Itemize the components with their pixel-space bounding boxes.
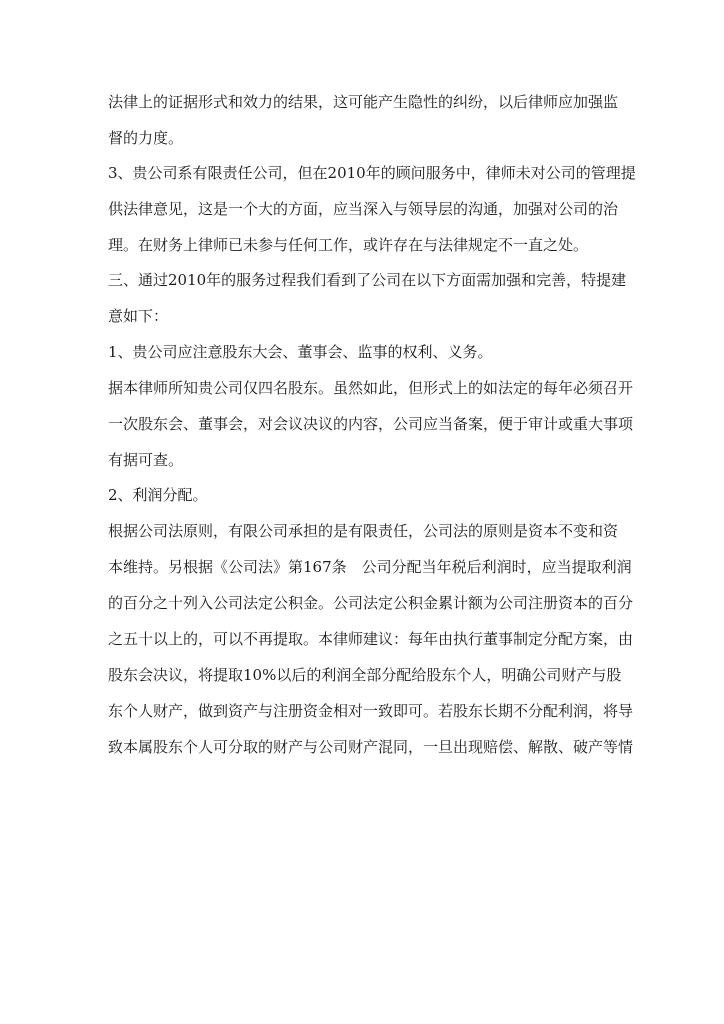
text-line: 3、贵公司系有限责任公司，但在2010年的顾问服务中，律师未对公司的管理提: [108, 164, 636, 182]
paragraph-item-2-profit: [108, 477, 618, 513]
paragraph-profit-distribution: [108, 513, 634, 765]
text-line: 有据可查。: [108, 451, 184, 469]
paragraph-evidence-continuation: [108, 84, 618, 156]
text-line: 东个人财产，做到资产与注册资金相对一致即可。若股东长期不分配利润，将导: [108, 702, 634, 720]
text-line: 本维持。另根据《公司法》第167条 公司分配当年税后利润时，应当提取利润: [108, 558, 632, 576]
paragraph-shareholder-meeting: [108, 370, 634, 478]
document-page: [108, 84, 636, 768]
text-line: 根据公司法原则，有限公司承担的是有限责任，公司法的原则是资本不变和资: [108, 522, 619, 540]
text-line: 供法律意见，这是一个大的方面，应当深入与领导层的沟通，加强对公司的治: [108, 200, 619, 218]
text-line: 法律上的证据形式和效力的结果，这可能产生隐性的纠纷，以后律师应加强监: [108, 93, 619, 111]
text-line: 2、利润分配。: [108, 486, 208, 504]
text-line: 三、通过2010年的服务过程我们看到了公司在以下方面需加强和完善，特提建: [108, 271, 627, 289]
paragraph-section-3-suggestions: [108, 262, 627, 334]
paragraph-item-3-management: [108, 155, 636, 263]
text-line: 的百分之十列入公司法定公积金。公司法定公积金累计额为公司注册资本的百分: [108, 594, 634, 612]
text-line: 之五十以上的，可以不再提取。本律师建议：每年由执行董事制定分配方案，由: [108, 630, 634, 648]
text-line: 督的力度。: [108, 129, 184, 147]
paragraph-item-1-shareholders: [108, 334, 618, 370]
text-line: 一次股东会、董事会，对会议决议的内容，公司应当备案，便于审计或重大事项: [108, 415, 634, 433]
text-line: 致本属股东个人可分取的财产与公司财产混同，一旦出现赔偿、解散、破产等情: [108, 738, 634, 756]
text-line: 1、贵公司应注意股东大会、董事会、监事的权利、义务。: [108, 343, 493, 361]
text-line: 理。在财务上律师已未参与任何工作，或许存在与法律规定不一直之处。: [108, 236, 589, 254]
text-line: 股东会决议，将提取10%以后的利润全部分配给股东个人，明确公司财产与股: [108, 666, 622, 684]
text-line: 意如下：: [108, 307, 169, 325]
text-line: 据本律师所知贵公司仅四名股东。虽然如此，但形式上的如法定的每年必须召开: [108, 379, 634, 397]
